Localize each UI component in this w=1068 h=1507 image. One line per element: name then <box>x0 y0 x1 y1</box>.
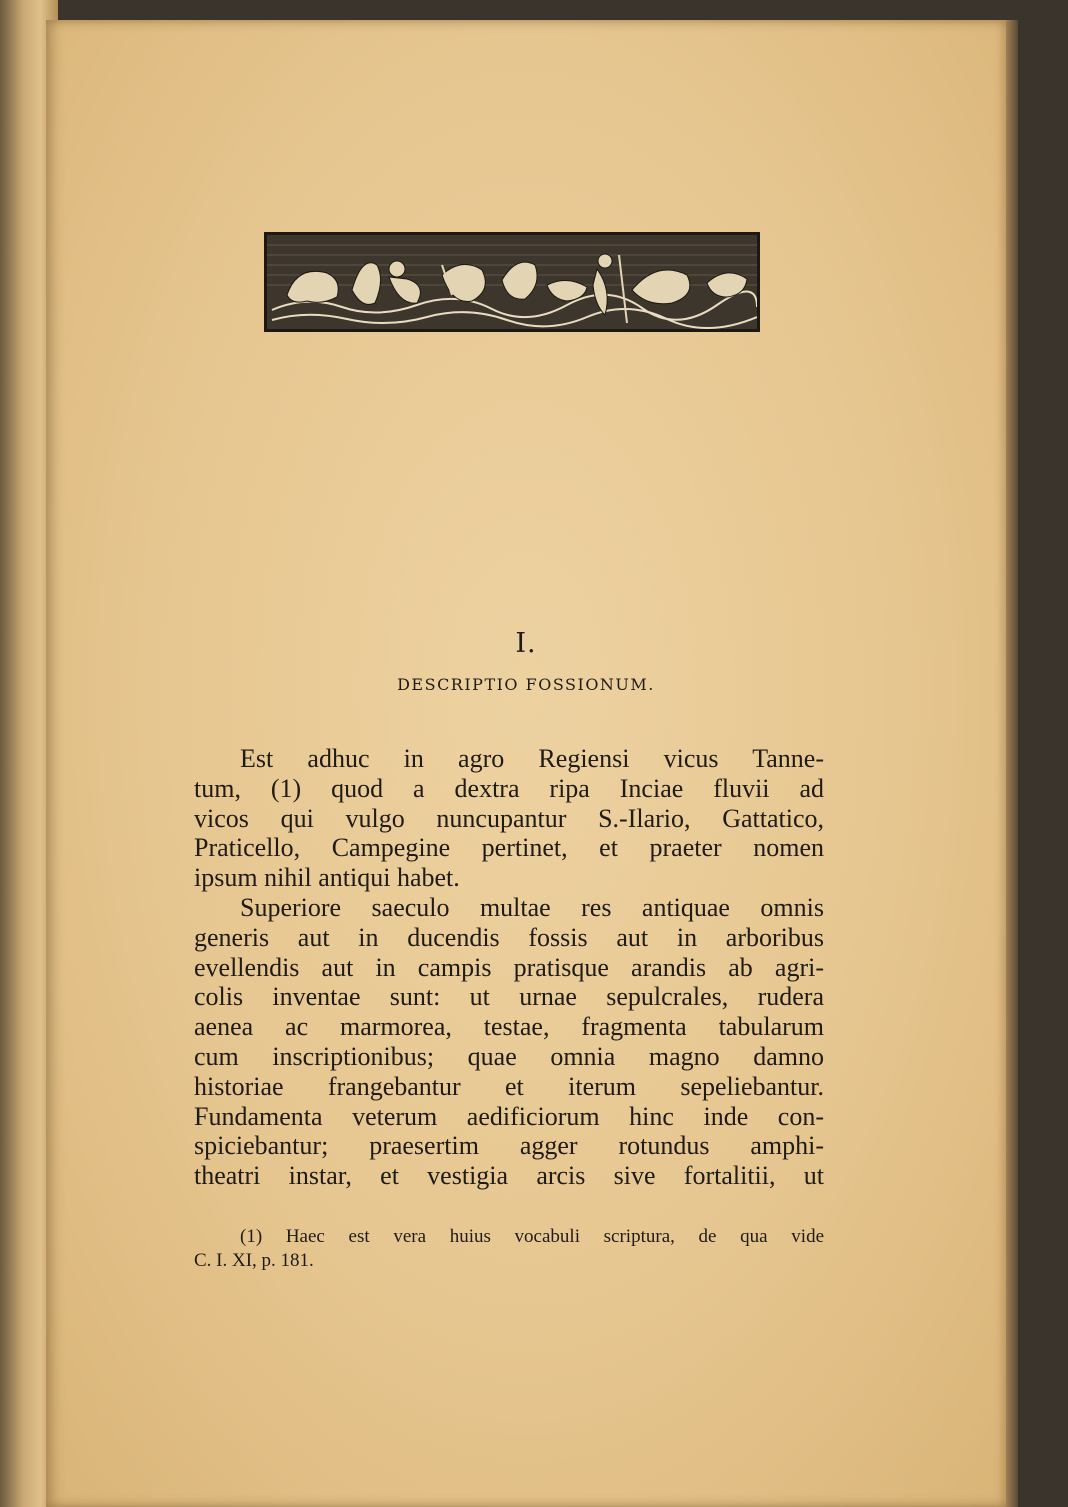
text-line: historiae frangebantur et iterum sepeliebantur. <box>194 1071 824 1101</box>
text-line: generis aut in ducendis fossis aut in arboribus <box>194 922 824 952</box>
text-line: colis inventae sunt: ut urnae sepulcrales, rudera <box>194 982 824 1012</box>
footnote-line: C. I. XI, p. 181. <box>194 1250 314 1271</box>
footnote-line: (1) Haec est vera huius vocabuli scriptura, de qua vide <box>240 1226 824 1247</box>
text-line: aenea ac marmorea, testae, fragmenta tabularum <box>194 1012 824 1042</box>
text-line: evellendis aut in campis pratisque arandis ab agri- <box>194 952 824 982</box>
text-line: vicos qui vulgo nuncupantur S.-Ilario, Gattatico, <box>194 803 824 833</box>
page-edge <box>1004 20 1018 1507</box>
chapter-number: I. <box>515 628 537 659</box>
text-line: theatri instar, et vestigia arcis sive fortalitii, ut <box>194 1161 824 1191</box>
chapter-title: DESCRIPTIO FOSSIONUM. <box>397 675 655 694</box>
book-page <box>46 20 1006 1507</box>
text-line: Fundamenta veterum aedificiorum hinc inde con- <box>194 1101 824 1131</box>
text-line: Superiore saeculo multae res antiquae omnis <box>240 892 824 922</box>
body-text <box>194 744 824 1191</box>
sea-creatures-engraving-icon <box>267 235 757 329</box>
decorative-frieze <box>264 232 760 332</box>
footnote <box>194 1225 824 1273</box>
text-line: spiciebantur; praesertim agger rotundus amphi- <box>194 1131 824 1161</box>
text-line: tum, (1) quod a dextra ripa Inciae fluvii ad <box>194 773 824 803</box>
text-line: cum inscriptionibus; quae omnia magno damno <box>194 1041 824 1071</box>
text-line: ipsum nihil antiqui habet. <box>194 863 460 893</box>
text-line: Est adhuc in agro Regiensi vicus Tanne- <box>240 744 824 773</box>
text-line: Praticello, Campegine pertinet, et praeter nomen <box>194 833 824 863</box>
